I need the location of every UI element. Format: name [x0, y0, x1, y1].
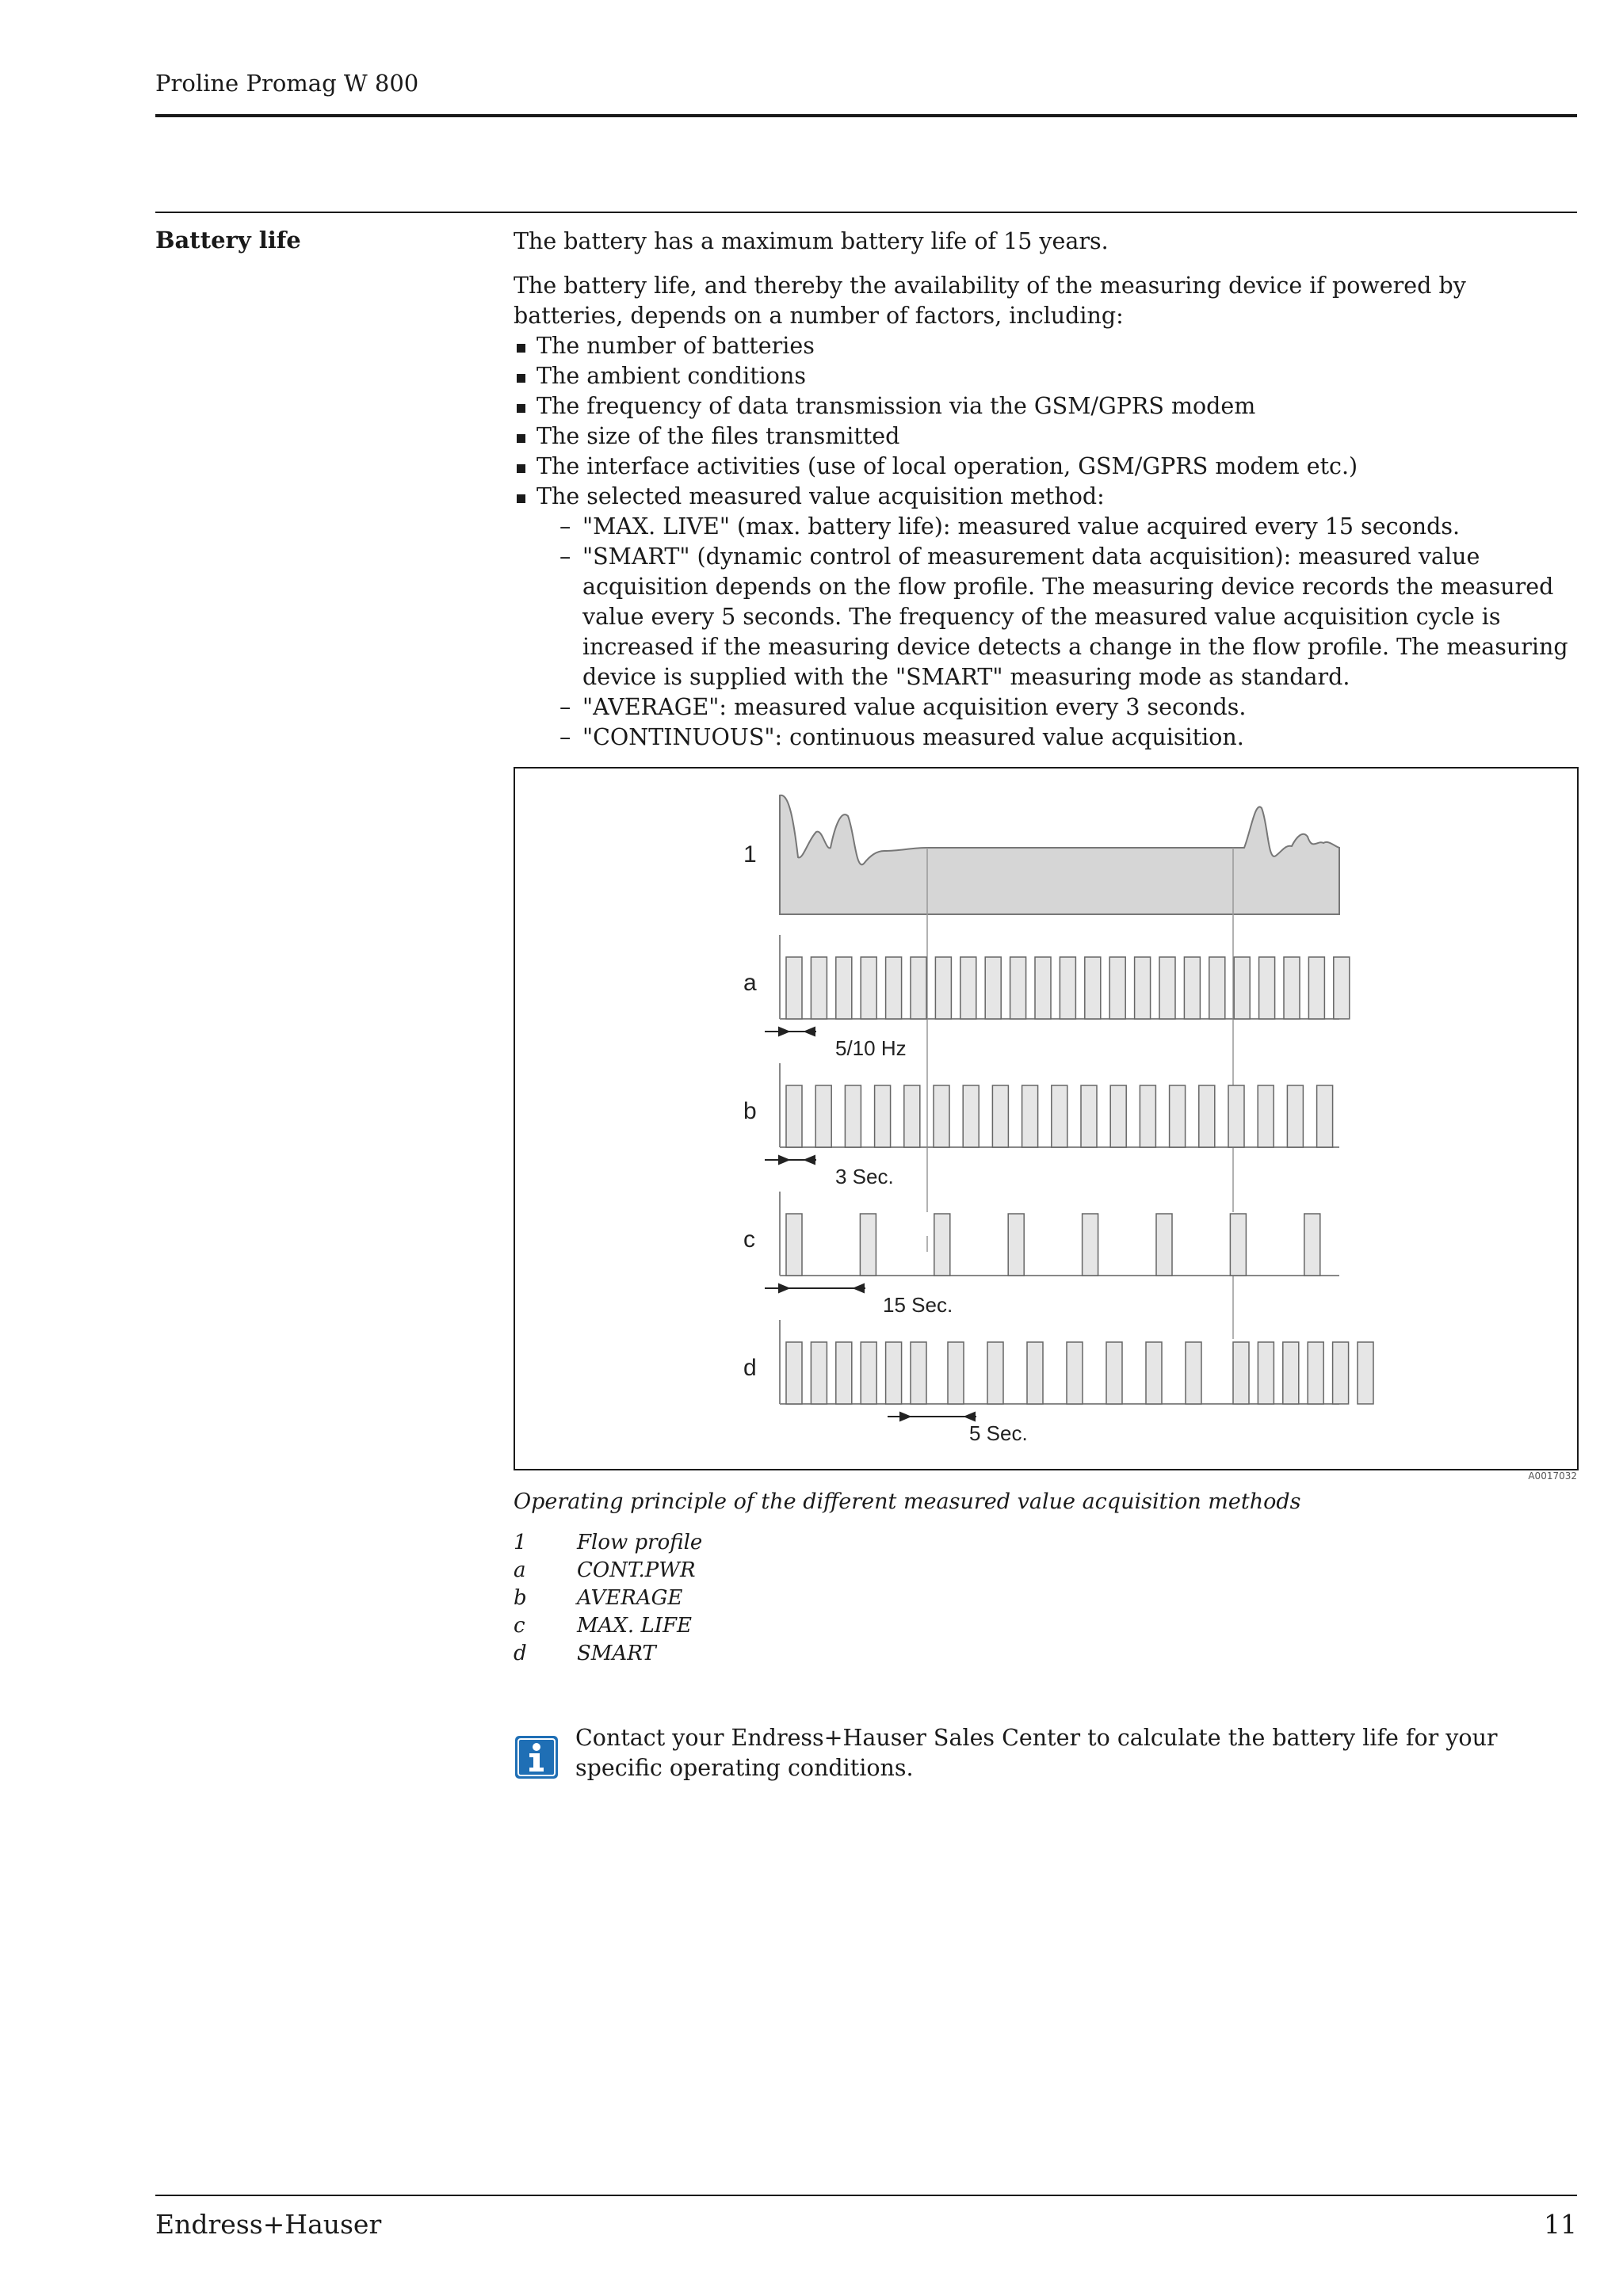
method-item: – "MAX. LIVE" (max. battery life): measured value acquired every 15 seconds. — [537, 512, 1577, 542]
flow-profile — [780, 795, 1339, 914]
legend-key: d — [514, 1642, 527, 1665]
pulse — [1140, 1085, 1155, 1147]
pulse — [963, 1085, 979, 1147]
pulse — [911, 1342, 926, 1404]
legend-key: 1 — [514, 1531, 527, 1554]
pulse-row-c — [780, 1192, 1339, 1276]
pulse — [1199, 1085, 1215, 1147]
row-label-b: b — [743, 1098, 757, 1124]
list-item — [514, 482, 1577, 753]
pulse — [1081, 1085, 1097, 1147]
pulse — [886, 1342, 902, 1404]
acquisition-diagram-svg — [515, 769, 1577, 1469]
pulse — [1333, 1342, 1349, 1404]
pulse — [1283, 1342, 1299, 1404]
pulse — [1156, 1214, 1172, 1276]
factors-paragraph: The battery life, and thereby the availability of the measuring device if powered by batteries, depends on a number of factors, including: — [514, 273, 1466, 329]
pulse — [1110, 1085, 1126, 1147]
pulse — [934, 1214, 950, 1276]
pulse — [1146, 1342, 1162, 1404]
pulse — [1228, 1085, 1244, 1147]
pulse — [1010, 957, 1026, 1019]
pulse — [1170, 1085, 1186, 1147]
pulse — [934, 1085, 949, 1147]
pulse — [948, 1342, 964, 1404]
legend-row — [514, 1529, 702, 1557]
pulse — [1159, 957, 1175, 1019]
legend-text: CONT.PWR — [577, 1558, 696, 1582]
acquisition-diagram — [514, 767, 1579, 1470]
legend-text: AVERAGE — [577, 1586, 683, 1610]
section-rule — [155, 212, 1577, 213]
pulse — [1106, 1342, 1122, 1404]
pulse — [1234, 957, 1250, 1019]
pulse — [935, 957, 951, 1019]
figure-caption: Operating principle of the different measured value acquisition methods — [514, 1489, 1301, 1514]
arrow-left — [965, 1413, 975, 1421]
flow-profile-area — [780, 795, 1339, 914]
legend-key: a — [514, 1558, 526, 1582]
row-label-a: a — [743, 970, 757, 996]
row-labels — [743, 841, 757, 1381]
pulse — [1258, 1342, 1274, 1404]
pulse — [786, 1342, 802, 1404]
page-header-title: Proline Promag W 800 — [155, 70, 419, 97]
pulse — [987, 1342, 1003, 1404]
interval-label-a: 5/10 Hz — [835, 1036, 907, 1060]
legend-key: c — [514, 1614, 525, 1638]
arrow-right — [900, 1413, 910, 1421]
pulse — [1317, 1085, 1333, 1147]
info-icon — [514, 1735, 559, 1779]
pulse — [1135, 957, 1151, 1019]
pulse — [1230, 1214, 1246, 1276]
pulse — [811, 957, 827, 1019]
arrow-left — [854, 1284, 864, 1292]
interval-label-d: 5 Sec. — [969, 1421, 1028, 1445]
legend-row — [514, 1640, 702, 1668]
pulse — [886, 957, 902, 1019]
legend-text: MAX. LIFE — [577, 1614, 692, 1638]
pulse — [861, 957, 876, 1019]
pulse — [1035, 957, 1051, 1019]
legend-row — [514, 1612, 702, 1640]
pulse — [786, 1214, 802, 1276]
pulse — [1027, 1342, 1043, 1404]
pulse — [1060, 957, 1075, 1019]
arrow-right — [779, 1156, 789, 1164]
pulse — [1233, 1342, 1249, 1404]
legend-row — [514, 1585, 702, 1612]
pulse — [861, 1342, 876, 1404]
list-item: The frequency of data transmission via the GSM/GPRS modem — [514, 391, 1577, 421]
interval-label-b: 3 Sec. — [835, 1165, 894, 1188]
pulse — [836, 957, 852, 1019]
intro-paragraph: The battery has a maximum battery life of 15 years. — [514, 228, 1109, 254]
section-heading: Battery life — [155, 227, 301, 254]
list-item-text: The selected measured value acquisition method: — [537, 483, 1105, 509]
row-label-c: c — [743, 1226, 755, 1253]
list-item: The interface activities (use of local operation, GSM/GPRS modem etc.) — [514, 452, 1577, 482]
list-item: The number of batteries — [514, 331, 1577, 361]
pulse — [1209, 957, 1225, 1019]
figure-legend — [514, 1529, 702, 1668]
list-item: The ambient conditions — [514, 361, 1577, 391]
legend-row — [514, 1557, 702, 1585]
pulse — [1052, 1085, 1067, 1147]
pulse — [1067, 1342, 1083, 1404]
pulse — [1287, 1085, 1303, 1147]
pulse — [786, 1085, 802, 1147]
arrow-right — [779, 1028, 789, 1035]
arrow-right — [779, 1284, 789, 1292]
pulse — [1304, 1214, 1320, 1276]
legend-text: Flow profile — [577, 1531, 703, 1554]
factor-list — [514, 331, 1577, 753]
pulse — [992, 1085, 1008, 1147]
pulse — [836, 1342, 852, 1404]
pulse — [1358, 1342, 1373, 1404]
pulse — [1308, 957, 1324, 1019]
arrow-left — [805, 1028, 815, 1035]
pulse — [1284, 957, 1300, 1019]
pulse — [1259, 957, 1275, 1019]
method-item: – "CONTINUOUS": continuous measured value acquisition. — [537, 723, 1577, 753]
row-label-d: d — [743, 1355, 757, 1381]
method-item: – "AVERAGE": measured value acquisition every 3 seconds. — [537, 692, 1577, 723]
section-content — [514, 227, 1577, 753]
pulse — [1083, 1214, 1098, 1276]
pulse-row-a — [780, 935, 1350, 1019]
pulse — [960, 957, 976, 1019]
pulse — [1085, 957, 1101, 1019]
footer-rule — [155, 2195, 1577, 2196]
pulse — [1334, 957, 1350, 1019]
info-note: Contact your Endress+Hauser Sales Center to calculate the battery life for your specific operating conditions. — [575, 1725, 1498, 1781]
pulse — [1008, 1214, 1024, 1276]
pulse-row-b — [780, 1063, 1339, 1147]
pulse — [904, 1085, 920, 1147]
legend-key: b — [514, 1586, 527, 1610]
pulse — [911, 957, 926, 1019]
pulse — [985, 957, 1001, 1019]
pulse — [1258, 1085, 1274, 1147]
pulse — [1308, 1342, 1323, 1404]
pulse — [1109, 957, 1125, 1019]
pulse — [845, 1085, 861, 1147]
pulse-row-d — [780, 1320, 1373, 1404]
pulse — [1184, 957, 1200, 1019]
method-item: – "SMART" (dynamic control of measurement data acquisition): measured value acquisition depends on the flow profile. The measuring device records the measured value every 5 seconds. The frequency of the measured value acquisition cycle is increased if the measuring device detects a change in the flow profile. The measuring device is supplied with the "SMART" measuring mode as standard. — [537, 542, 1577, 692]
pulse — [815, 1085, 831, 1147]
pulse — [860, 1214, 876, 1276]
pulse — [1186, 1342, 1201, 1404]
row-label-1: 1 — [743, 841, 757, 868]
footer-brand: Endress+Hauser — [155, 2209, 382, 2240]
pulse — [1022, 1085, 1038, 1147]
interval-label-c: 15 Sec. — [883, 1293, 953, 1317]
legend-text: SMART — [577, 1642, 656, 1665]
list-item: The size of the files transmitted — [514, 421, 1577, 452]
page-number: 11 — [1544, 2209, 1577, 2240]
header-rule — [155, 114, 1577, 117]
pulse — [786, 957, 802, 1019]
method-list — [537, 512, 1577, 753]
pulse — [875, 1085, 891, 1147]
arrow-left — [805, 1156, 815, 1164]
figure-id: A0017032 — [1528, 1470, 1577, 1482]
pulse — [811, 1342, 827, 1404]
